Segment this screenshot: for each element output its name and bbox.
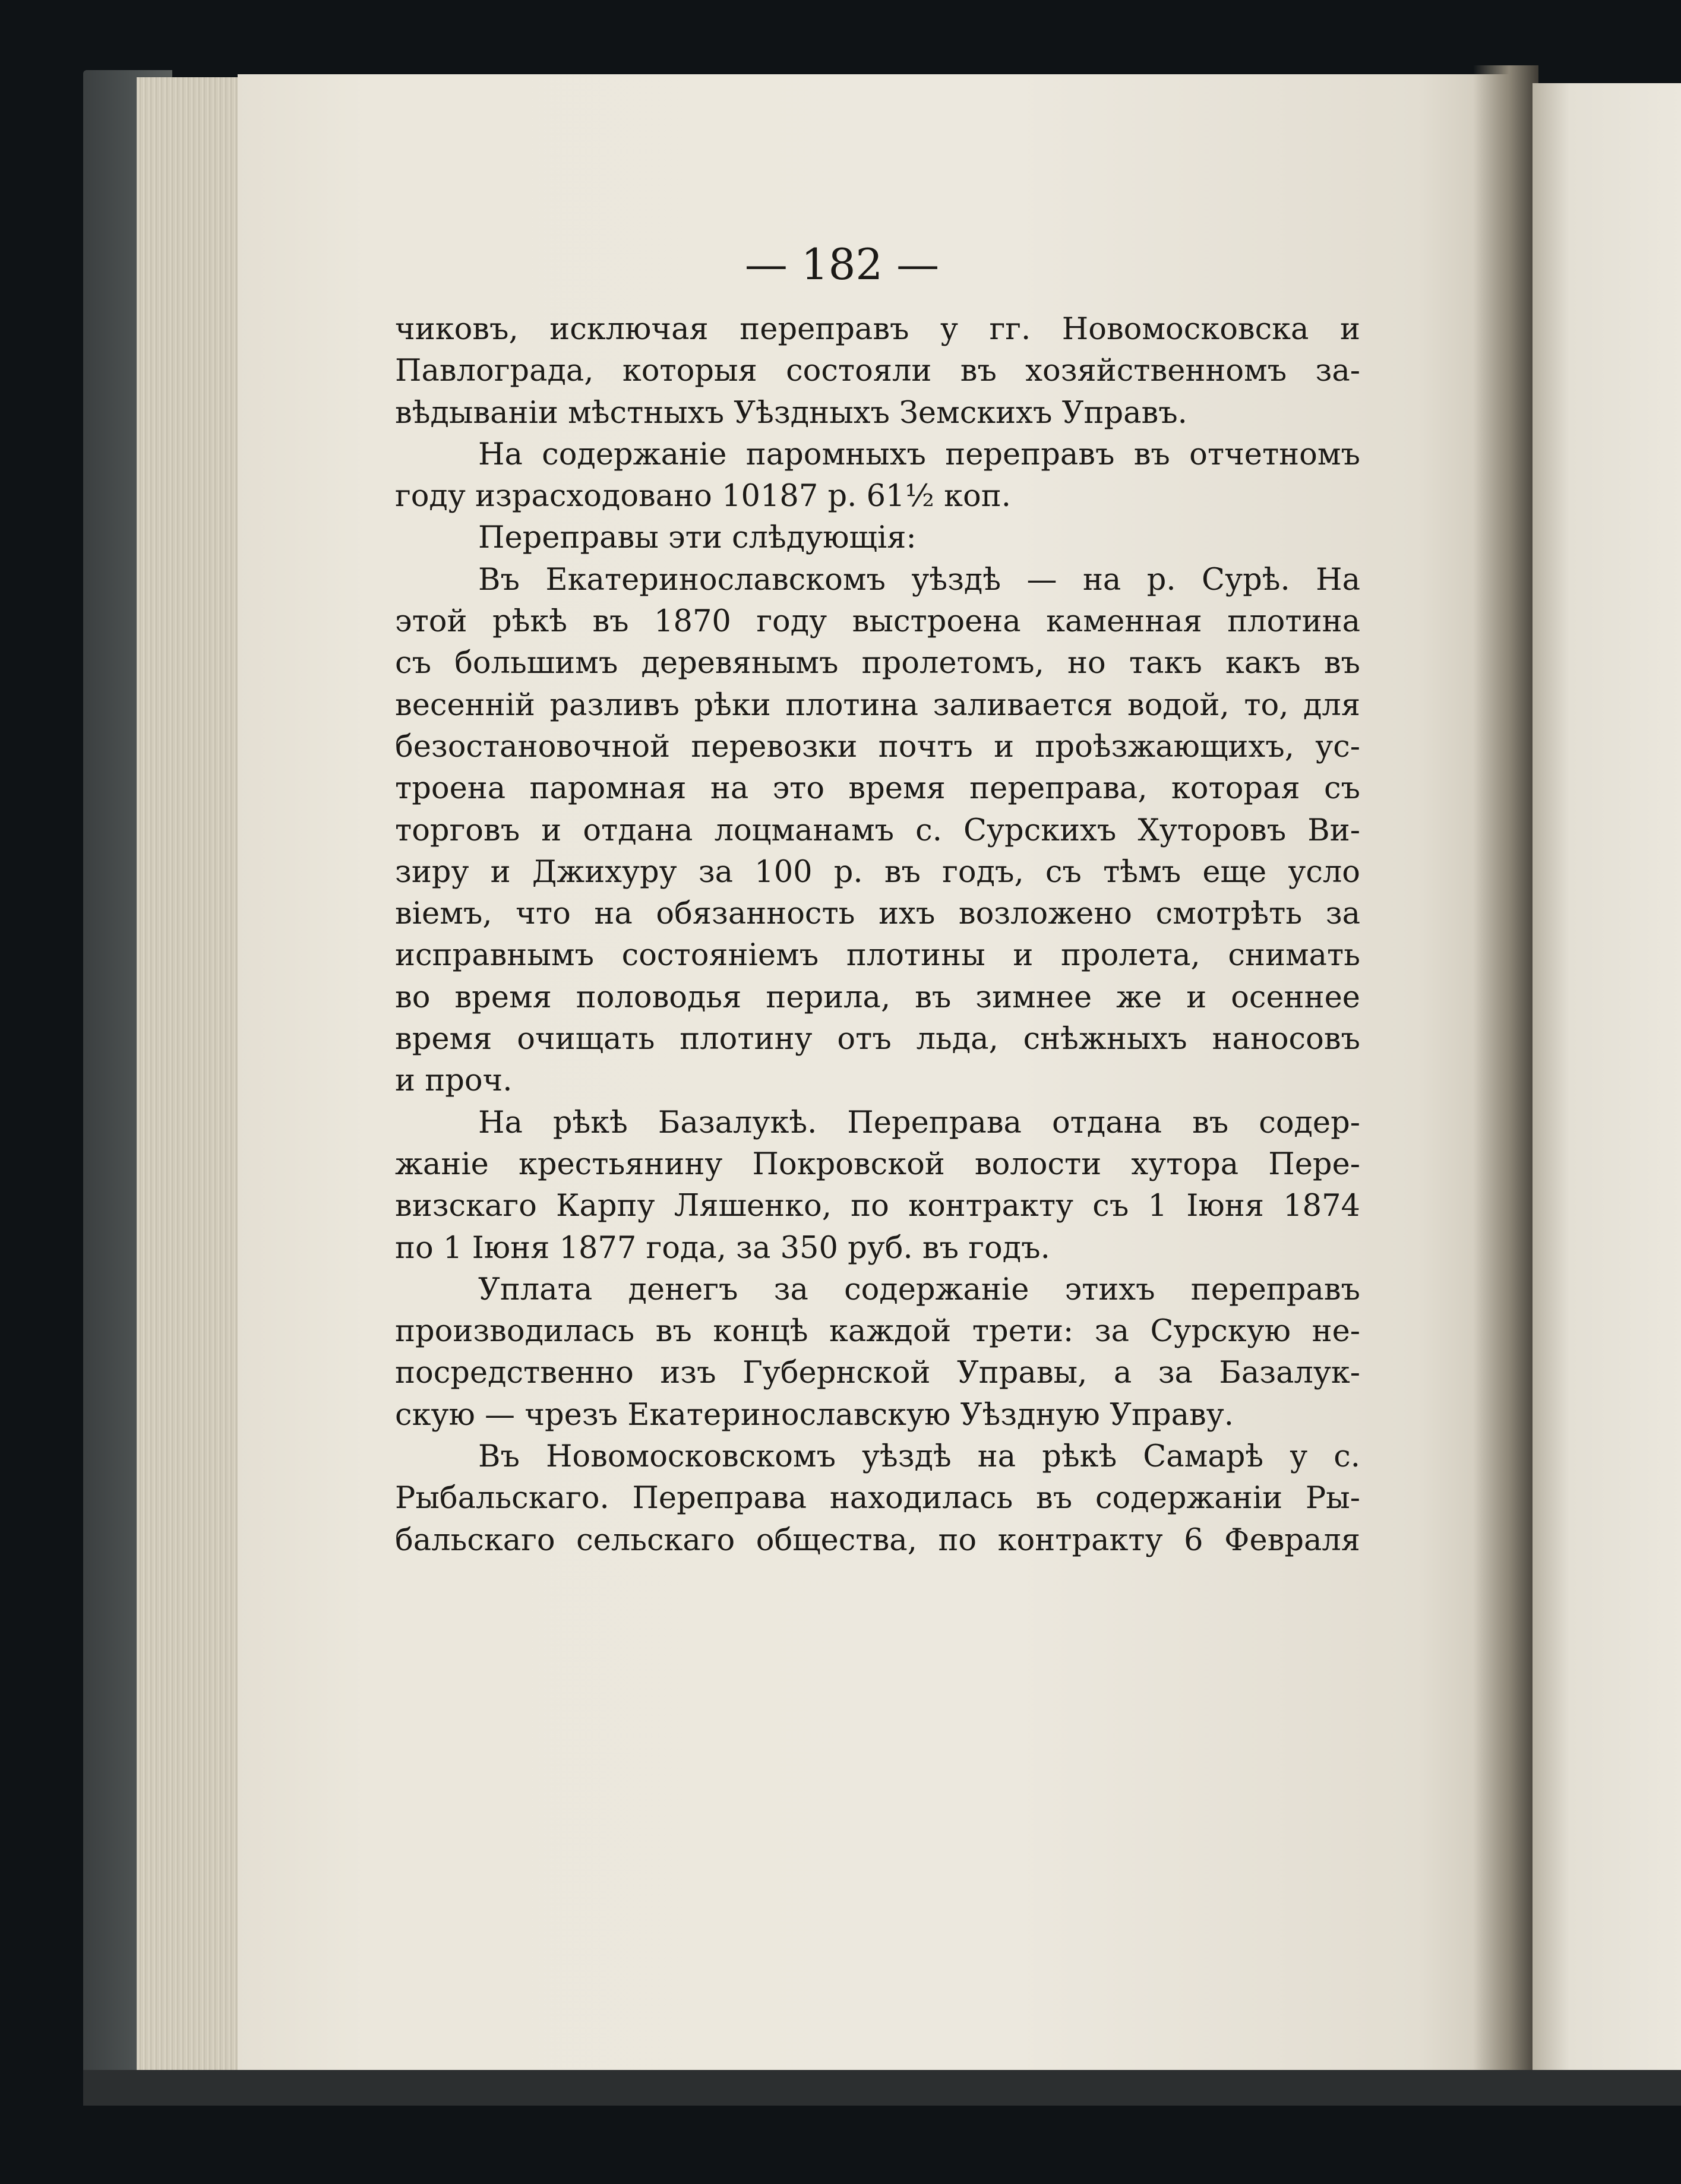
bottom-edge (83, 2070, 1681, 2106)
book-gutter-shadow (1473, 65, 1538, 2085)
text-line: визскаго Карпу Ляшенко, по контракту съ 1 Іюня 1874 (395, 1189, 1360, 1224)
text-line: производилась въ концѣ каждой трети: за Сурскую не- (395, 1314, 1360, 1349)
text-line: посредственно изъ Губернской Управы, а за Базалук- (395, 1355, 1360, 1391)
page-text-block (395, 238, 1360, 1562)
text-line: На рѣкѣ Базалукѣ. Переправа отдана въ содер- (478, 1105, 1360, 1140)
text-line: Рыбальскаго. Переправа находилась въ содержаніи Ры- (395, 1481, 1360, 1516)
text-line: исправнымъ состояніемъ плотины и пролета, снимать (395, 938, 1360, 974)
text-line: во время половодья перила, въ зимнее же и осеннее (395, 979, 1360, 1015)
text-line: скую — чрезъ Екатеринославскую Уѣздную Управу. (395, 1397, 1234, 1433)
text-line: троена паромная на это время переправа, которая съ (395, 771, 1360, 807)
text-line: году израсходовано 10187 р. 61½ коп. (395, 479, 1011, 514)
text-line: віемъ, что на обязанность ихъ возложено смотрѣть за (395, 896, 1360, 932)
text-line: жаніе крестьянину Покровской волости хутора Пере- (395, 1146, 1360, 1182)
text-line: Въ Екатеринославскомъ уѣздѣ — на р. Сурѣ. На (478, 562, 1360, 598)
text-line: Уплата денегъ за содержаніе этихъ переправъ (478, 1272, 1360, 1307)
facing-page-edge (1533, 83, 1681, 2073)
text-line: весенній разливъ рѣки плотина заливается водой, то, для (395, 687, 1360, 723)
text-line: Въ Новомосковскомъ уѣздѣ на рѣкѣ Самарѣ у с. (478, 1439, 1360, 1475)
text-line: бальскаго сельскаго общества, по контракту 6 Февраля (395, 1522, 1360, 1558)
text-line: Павлограда, которыя состояли въ хозяйственномъ за- (395, 353, 1360, 389)
page-number: — 182 — (744, 239, 940, 289)
text-line: На содержаніе паромныхъ переправъ въ отчетномъ (478, 437, 1360, 472)
text-line: торговъ и отдана лоцманамъ с. Сурскихъ Хуторовъ Ви- (395, 813, 1360, 848)
body-text (395, 309, 1360, 1562)
text-line: по 1 Іюня 1877 года, за 350 руб. въ годъ. (395, 1230, 1050, 1266)
text-line: зиру и Джихуру за 100 р. въ годъ, съ тѣмъ еще усло (395, 854, 1360, 890)
text-line: безостановочной перевозки почтъ и проѣзжающихъ, ус- (395, 729, 1360, 764)
text-line: этой рѣкѣ въ 1870 году выстроена каменная плотина (395, 604, 1360, 640)
text-line: Переправы эти слѣдующія: (478, 520, 917, 556)
text-line: и проч. (395, 1063, 513, 1099)
text-line: чиковъ, исключая переправъ у гг. Новомосковска и (395, 312, 1360, 347)
text-line: съ большимъ деревянымъ пролетомъ, но такъ какъ въ (395, 646, 1360, 681)
text-line: время очищать плотину отъ льда, снѣжныхъ наносовъ (395, 1022, 1360, 1057)
text-line: вѣдываніи мѣстныхъ Уѣздныхъ Земскихъ Управъ. (395, 395, 1187, 431)
